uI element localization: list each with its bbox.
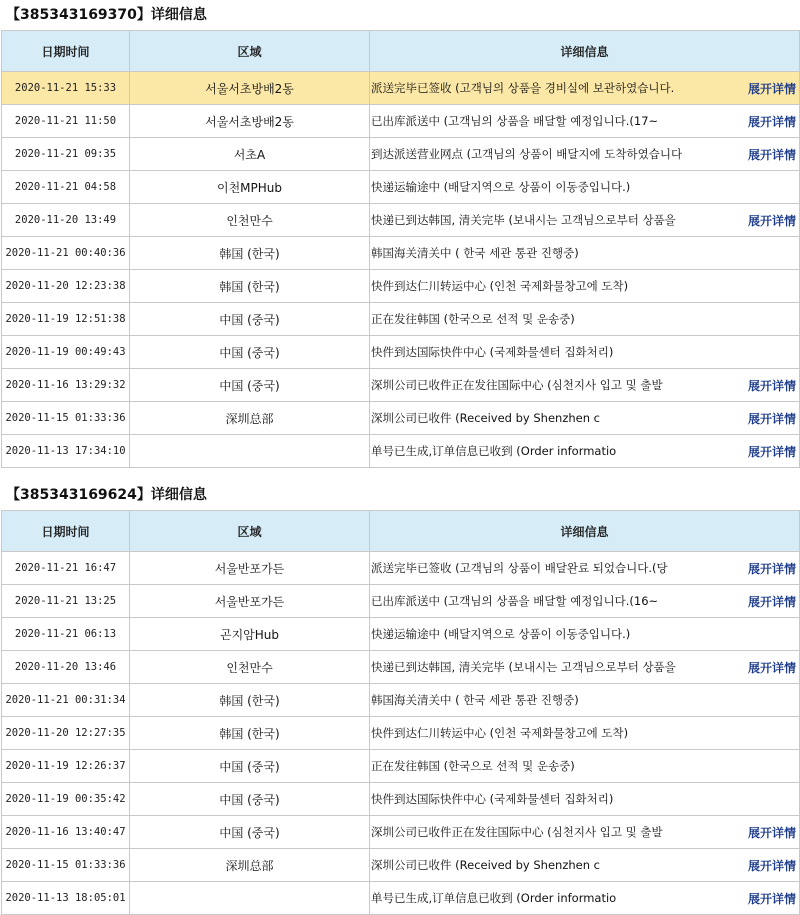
expand-details-link[interactable]: 展开详情	[747, 378, 796, 393]
tracking-table	[1, 510, 800, 915]
row-detail-text: 正在发往韩国 (한국으로 선적 및 운송중)	[371, 759, 575, 773]
row-datetime: 2020-11-19 00:35:42	[2, 783, 130, 816]
row-detail	[370, 552, 800, 585]
table-row	[2, 171, 800, 204]
table-row	[2, 717, 800, 750]
row-area: 中国 (중국)	[130, 369, 370, 402]
expand-details-link[interactable]: 展开详情	[747, 147, 796, 162]
table-row	[2, 816, 800, 849]
row-datetime: 2020-11-21 16:47	[2, 552, 130, 585]
row-detail-text: 快递运输途中 (배달지역으로 상품이 이동중입니다.)	[371, 627, 631, 641]
tracking-table	[1, 30, 800, 468]
expand-details-link[interactable]: 展开详情	[747, 81, 796, 96]
expand-details-link[interactable]: 展开详情	[747, 891, 796, 906]
area-header: 区域	[130, 511, 370, 552]
expand-details-link[interactable]: 展开详情	[747, 858, 796, 873]
table-row	[2, 270, 800, 303]
row-datetime: 2020-11-19 00:49:43	[2, 336, 130, 369]
row-detail-text: 韩国海关清关中 ( 한국 세관 통관 진행중)	[371, 693, 579, 707]
expand-details-link[interactable]: 展开详情	[747, 411, 796, 426]
row-detail-text: 深圳公司已收件正在发往国际中心 (심천지사 입고 및 출발	[371, 824, 663, 839]
table-row	[2, 237, 800, 270]
row-detail-text: 深圳公司已收件 (Received by Shenzhen c	[371, 410, 600, 425]
row-area: 中国 (중국)	[130, 303, 370, 336]
row-detail-text: 已出库派送中 (고객님의 상품을 배달할 예정입니다.(17~	[371, 113, 659, 128]
row-detail-text: 单号已生成,订单信息已收到 (Order informatio	[371, 890, 617, 905]
row-area: 中国 (중국)	[130, 783, 370, 816]
row-area: 韩国 (한국)	[130, 270, 370, 303]
row-datetime: 2020-11-15 01:33:36	[2, 849, 130, 882]
row-area: 深圳总部	[130, 849, 370, 882]
row-detail-text: 派送完毕已签收 (고객님의 상품을 경비실에 보관하였습니다.	[371, 80, 675, 95]
date-header: 日期时间	[2, 31, 130, 72]
detail-header: 详细信息	[370, 31, 800, 72]
row-detail-text: 到达派送营业网点 (고객님의 상품이 배달지에 도착하였습니다	[371, 146, 683, 161]
row-detail	[370, 684, 800, 717]
row-detail	[370, 303, 800, 336]
row-detail-text: 派送完毕已签收 (고객님의 상품이 배달완료 되었습니다.(당	[371, 560, 668, 575]
table-row	[2, 369, 800, 402]
row-area: 서울서초방배2동	[130, 72, 370, 105]
row-area: 서초A	[130, 138, 370, 171]
table-row	[2, 204, 800, 237]
row-area	[130, 882, 370, 915]
table-row	[2, 552, 800, 585]
row-area: 韩国 (한국)	[130, 237, 370, 270]
row-detail-text: 韩国海关清关中 ( 한국 세관 통관 진행중)	[371, 246, 579, 260]
expand-details-link[interactable]: 展开详情	[747, 594, 796, 609]
section-title: 【385343169370】详细信息	[6, 7, 207, 23]
table-row	[2, 72, 800, 105]
expand-details-link[interactable]: 展开详情	[747, 660, 796, 675]
expand-details-link[interactable]: 展开详情	[747, 825, 796, 840]
row-datetime: 2020-11-16 13:40:47	[2, 816, 130, 849]
row-detail-text: 快件到达国际快件中心 (국제화물센터 집화처리)	[371, 792, 614, 806]
row-detail	[370, 369, 800, 402]
row-area: 인천만수	[130, 204, 370, 237]
row-detail	[370, 105, 800, 138]
row-detail	[370, 618, 800, 651]
row-detail-text: 单号已生成,订单信息已收到 (Order informatio	[371, 443, 617, 458]
table-header-row	[2, 511, 800, 552]
row-detail	[370, 585, 800, 618]
row-detail	[370, 171, 800, 204]
row-area: 곤지암Hub	[130, 618, 370, 651]
row-datetime: 2020-11-21 04:58	[2, 171, 130, 204]
row-detail-text: 快递运输途中 (배달지역으로 상품이 이동중입니다.)	[371, 180, 631, 194]
table-row	[2, 651, 800, 684]
row-area: 中国 (중국)	[130, 816, 370, 849]
table-row	[2, 750, 800, 783]
row-detail	[370, 204, 800, 237]
row-detail	[370, 651, 800, 684]
row-datetime: 2020-11-13 18:05:01	[2, 882, 130, 915]
row-datetime: 2020-11-13 17:34:10	[2, 435, 130, 468]
table-row	[2, 435, 800, 468]
table-row	[2, 303, 800, 336]
row-area	[130, 435, 370, 468]
table-header-row	[2, 31, 800, 72]
row-detail	[370, 882, 800, 915]
row-datetime: 2020-11-21 13:25	[2, 585, 130, 618]
row-detail	[370, 750, 800, 783]
row-detail	[370, 816, 800, 849]
row-area: 이천MPHub	[130, 171, 370, 204]
area-header: 区域	[130, 31, 370, 72]
table-row	[2, 783, 800, 816]
row-datetime: 2020-11-21 00:40:36	[2, 237, 130, 270]
row-area: 서울서초방배2동	[130, 105, 370, 138]
row-area: 深圳总部	[130, 402, 370, 435]
row-detail-text: 快件到达仁川转运中心 (인천 국제화물창고에 도착)	[371, 726, 629, 740]
table-row	[2, 402, 800, 435]
row-detail	[370, 72, 800, 105]
row-datetime: 2020-11-21 15:33	[2, 72, 130, 105]
row-detail	[370, 783, 800, 816]
table-row	[2, 618, 800, 651]
row-detail	[370, 138, 800, 171]
row-detail-text: 正在发往韩国 (한국으로 선적 및 운송중)	[371, 312, 575, 326]
row-detail	[370, 435, 800, 468]
expand-details-link[interactable]: 展开详情	[747, 213, 796, 228]
row-datetime: 2020-11-20 13:49	[2, 204, 130, 237]
row-area: 서울반포가든	[130, 585, 370, 618]
row-detail	[370, 336, 800, 369]
date-header: 日期时间	[2, 511, 130, 552]
table-row	[2, 849, 800, 882]
row-detail-text: 深圳公司已收件正在发往国际中心 (심천지사 입고 및 출발	[371, 377, 663, 392]
row-datetime: 2020-11-15 01:33:36	[2, 402, 130, 435]
table-row	[2, 336, 800, 369]
row-area: 中国 (중국)	[130, 336, 370, 369]
row-detail-text: 快递已到达韩国, 清关完毕 (보내시는 고객님으로부터 상품을	[371, 659, 676, 674]
row-detail	[370, 270, 800, 303]
row-detail-text: 快件到达仁川转运中心 (인천 국제화물창고에 도착)	[371, 279, 629, 293]
row-detail-text: 快递已到达韩国, 清关完毕 (보내시는 고객님으로부터 상품을	[371, 212, 676, 227]
row-datetime: 2020-11-21 06:13	[2, 618, 130, 651]
expand-details-link[interactable]: 展开详情	[747, 114, 796, 129]
row-area: 中国 (중국)	[130, 750, 370, 783]
row-area: 서울반포가든	[130, 552, 370, 585]
table-row	[2, 105, 800, 138]
table-row	[2, 138, 800, 171]
row-datetime: 2020-11-19 12:51:38	[2, 303, 130, 336]
expand-details-link[interactable]: 展开详情	[747, 444, 796, 459]
row-datetime: 2020-11-21 11:50	[2, 105, 130, 138]
detail-header: 详细信息	[370, 511, 800, 552]
table-row	[2, 684, 800, 717]
row-detail	[370, 849, 800, 882]
row-area: 인천만수	[130, 651, 370, 684]
row-datetime: 2020-11-19 12:26:37	[2, 750, 130, 783]
row-detail	[370, 402, 800, 435]
row-detail-text: 快件到达国际快件中心 (국제화물센터 집화처리)	[371, 345, 614, 359]
row-detail	[370, 237, 800, 270]
expand-details-link[interactable]: 展开详情	[747, 561, 796, 576]
row-area: 韩国 (한국)	[130, 717, 370, 750]
table-row	[2, 585, 800, 618]
row-datetime: 2020-11-20 12:27:35	[2, 717, 130, 750]
row-datetime: 2020-11-21 00:31:34	[2, 684, 130, 717]
section-gap	[0, 468, 800, 480]
section-title: 【385343169624】详细信息	[6, 487, 207, 503]
row-detail	[370, 717, 800, 750]
row-datetime: 2020-11-21 09:35	[2, 138, 130, 171]
row-detail-text: 深圳公司已收件 (Received by Shenzhen c	[371, 857, 600, 872]
row-datetime: 2020-11-16 13:29:32	[2, 369, 130, 402]
row-detail-text: 已出库派送中 (고객님의 상품을 배달할 예정입니다.(16~	[371, 593, 659, 608]
row-area: 韩国 (한국)	[130, 684, 370, 717]
row-datetime: 2020-11-20 12:23:38	[2, 270, 130, 303]
row-datetime: 2020-11-20 13:46	[2, 651, 130, 684]
table-row	[2, 882, 800, 915]
